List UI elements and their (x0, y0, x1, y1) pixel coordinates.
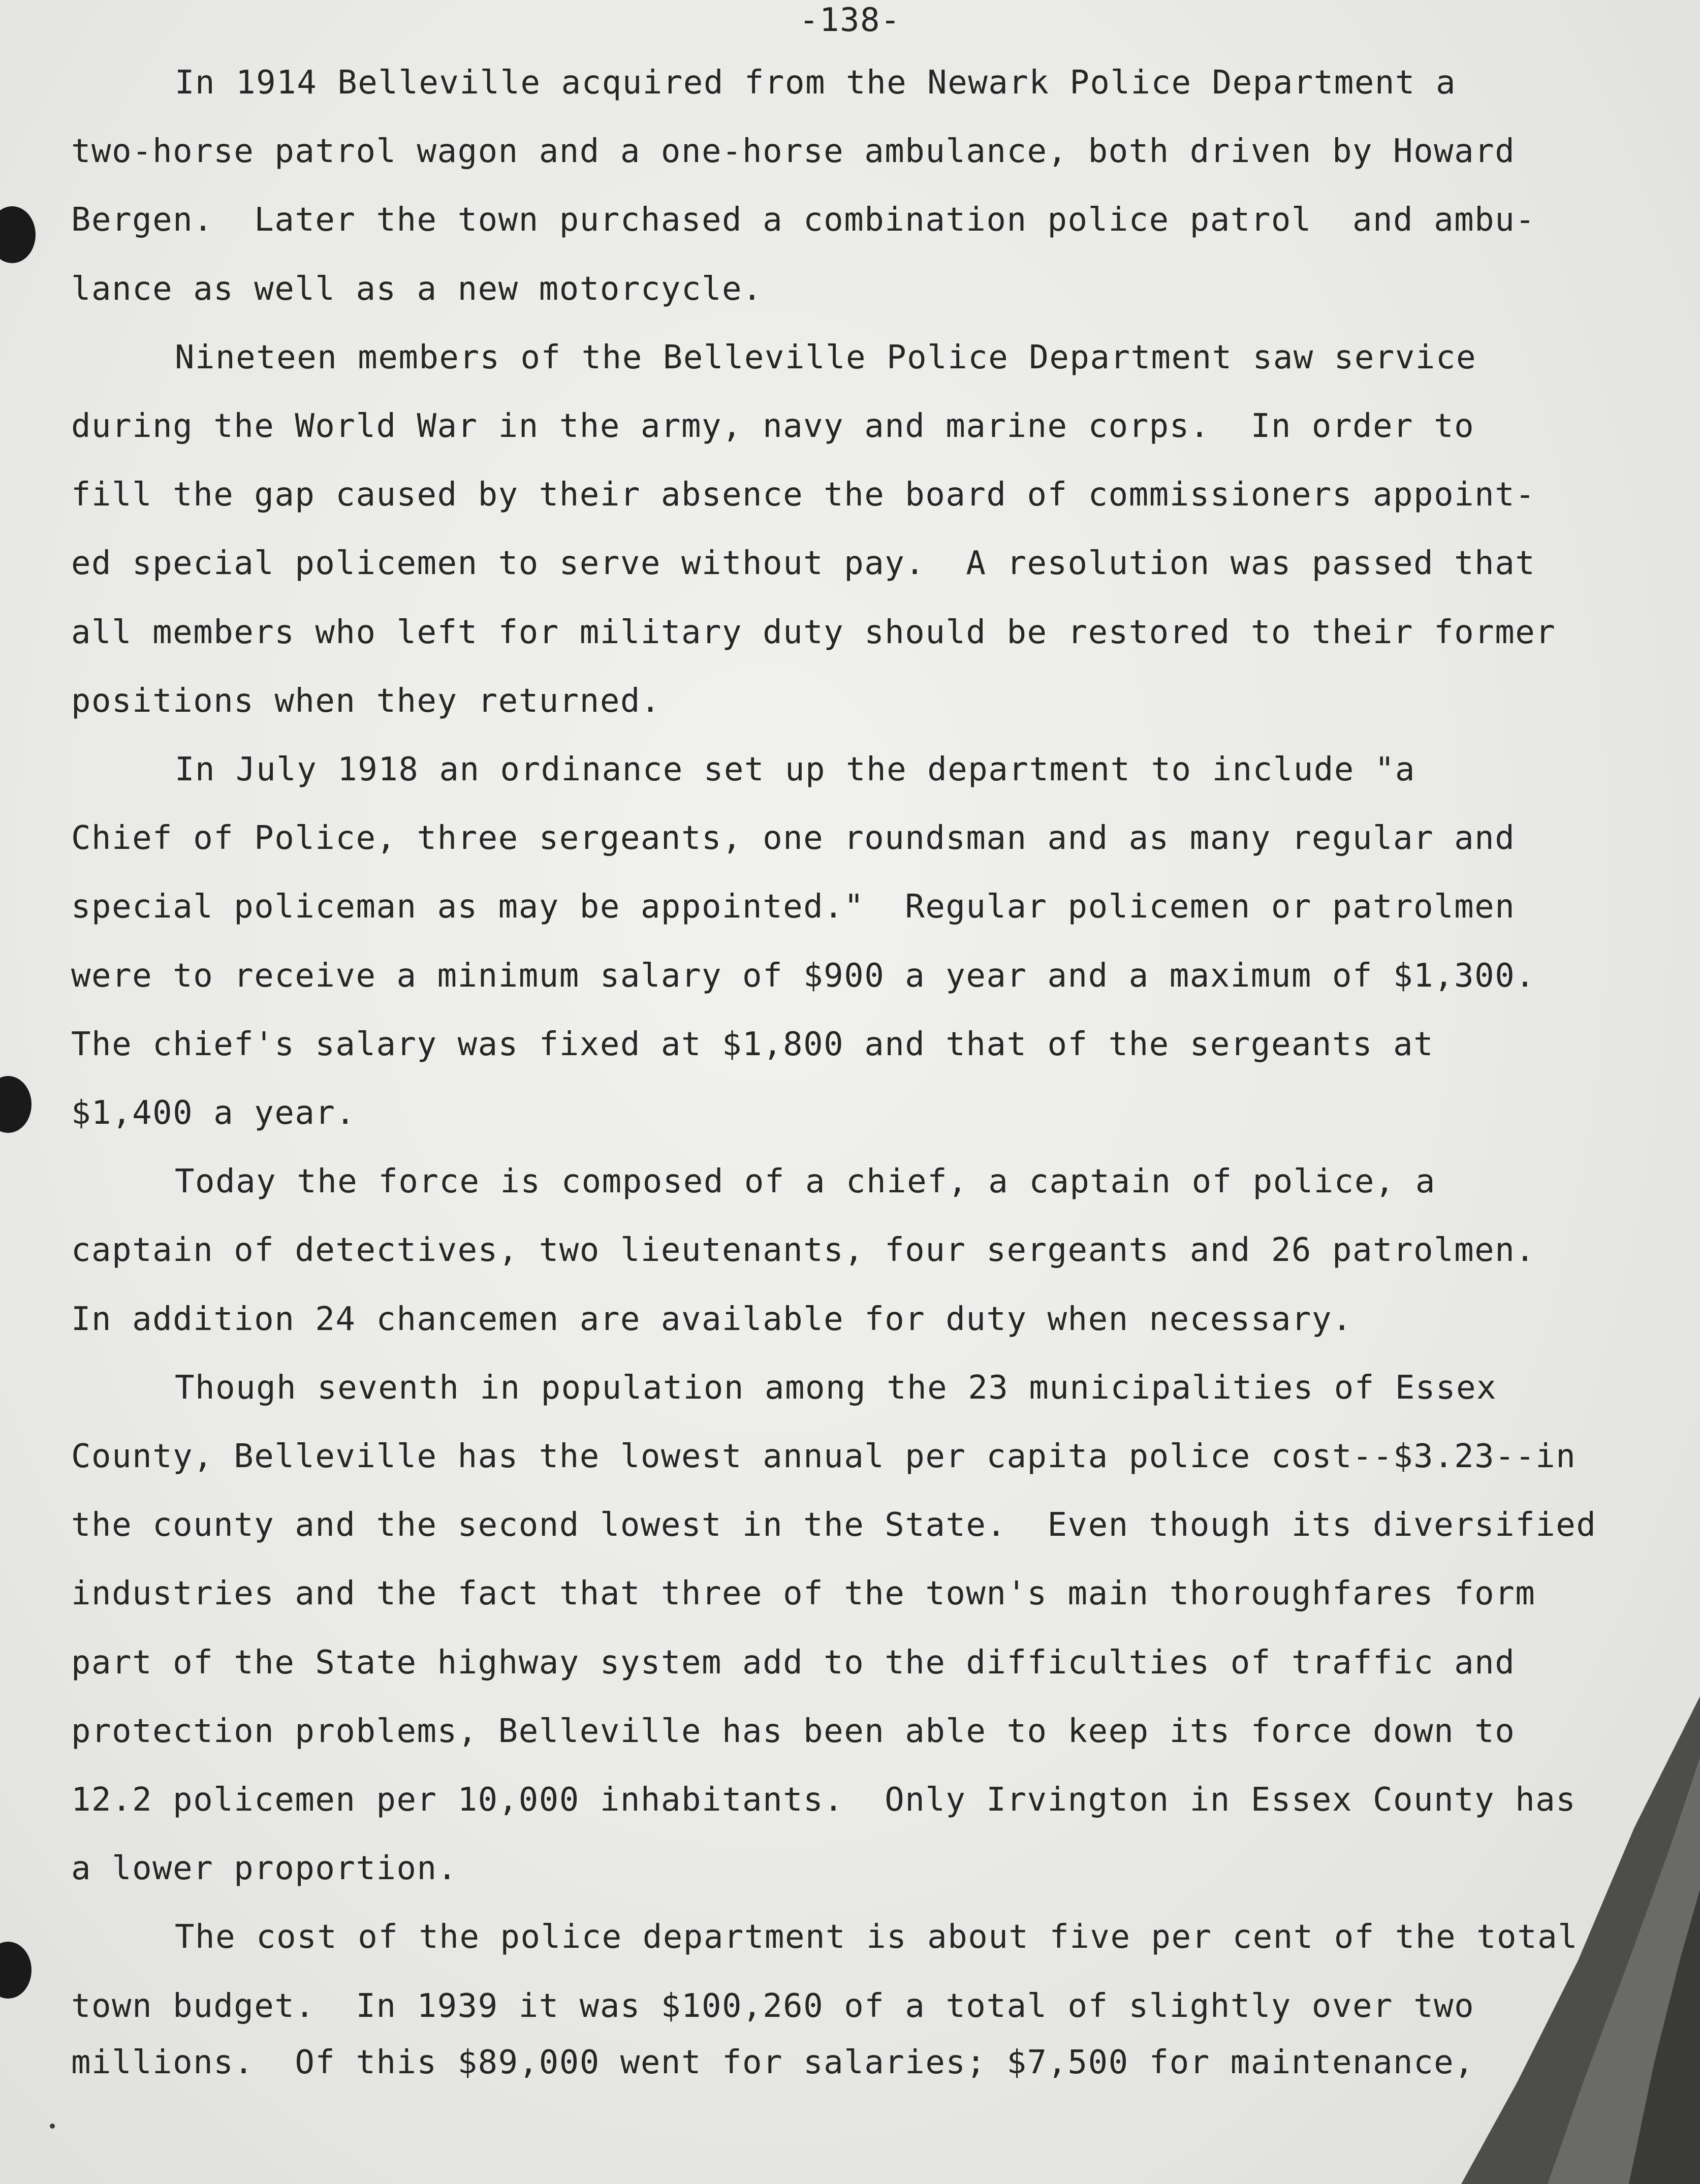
paragraph-1 (71, 49, 1651, 324)
text-line: Chief of Police, three sergeants, one roundsman and as many regular and (71, 819, 1516, 858)
text-line: were to receive a minimum salary of $900 a year and a maximum of $1,300. (71, 957, 1536, 995)
paragraph-6 (71, 1903, 1651, 2097)
text-line: protection problems, Belleville has been able to keep its force down to (71, 1712, 1516, 1750)
text-line: In 1914 Belleville acquired from the Newark Police Department a (175, 64, 1456, 102)
punch-hole-middle (0, 1076, 32, 1133)
ink-speck (50, 2124, 55, 2129)
text-line: two-horse patrol wagon and a one-horse ambulance, both driven by Howard (71, 133, 1516, 171)
text-line: The chief's salary was fixed at $1,800 and that of the sergeants at (71, 1025, 1434, 1063)
paragraph-3 (71, 736, 1651, 1148)
text-line: during the World War in the army, navy and marine corps. In order to (71, 407, 1475, 446)
text-line: special policeman as may be appointed." Regular policemen or patrolmen (71, 888, 1516, 926)
text-line: Bergen. Later the town purchased a combination police patrol and ambu- (71, 201, 1536, 239)
paragraph-5 (71, 1354, 1651, 1904)
punch-hole-top (0, 206, 36, 263)
text-line: In addition 24 chancemen are available for duty when necessary. (71, 1300, 1352, 1338)
text-line: In July 1918 an ordinance set up the department to include "a (175, 751, 1415, 789)
text-line: town budget. In 1939 it was $100,260 of a total of slightly over two (71, 1987, 1475, 2025)
text-line: Nineteen members of the Belleville Police Department saw service (175, 338, 1476, 376)
text-line: captain of detectives, two lieutenants, four sergeants and 26 patrolmen. (71, 1231, 1536, 1270)
text-line: all members who left for military duty should be restored to their former (71, 613, 1556, 651)
text-line: industries and the fact that three of the town's main thoroughfares form (71, 1575, 1536, 1613)
text-line: fill the gap caused by their absence the board of commissioners appoint- (71, 476, 1536, 514)
text-line: the county and the second lowest in the State. Even though its diversified (71, 1506, 1597, 1544)
text-line: millions. Of this $89,000 went for salaries; $7,500 for maintenance, (71, 2043, 1475, 2081)
text-line: Today the force is composed of a chief, a captain of police, a (175, 1163, 1436, 1201)
page-number: -138- (799, 2, 901, 39)
text-line: part of the State highway system add to the difficulties of traffic and (71, 1643, 1516, 1682)
text-line: positions when they returned. (71, 682, 661, 720)
text-line: ed special policemen to serve without pay. A resolution was passed that (71, 545, 1536, 583)
text-line: 12.2 policemen per 10,000 inhabitants. Only Irvington in Essex County has (71, 1781, 1577, 1819)
punch-hole-bottom (0, 1942, 32, 1999)
paragraph-4 (71, 1148, 1651, 1354)
text-line: The cost of the police department is about five per cent of the total (175, 1918, 1579, 1956)
document-body (71, 2, 1651, 2097)
text-line: a lower proportion. (71, 1850, 458, 1888)
text-line: Though seventh in population among the 23 municipalities of Essex (175, 1369, 1497, 1407)
text-line: lance as well as a new motorcycle. (71, 270, 763, 308)
paragraph-2 (71, 324, 1651, 736)
text-line: County, Belleville has the lowest annual per capita police cost--$3.23--in (71, 1438, 1577, 1476)
text-line: $1,400 a year. (71, 1094, 356, 1132)
